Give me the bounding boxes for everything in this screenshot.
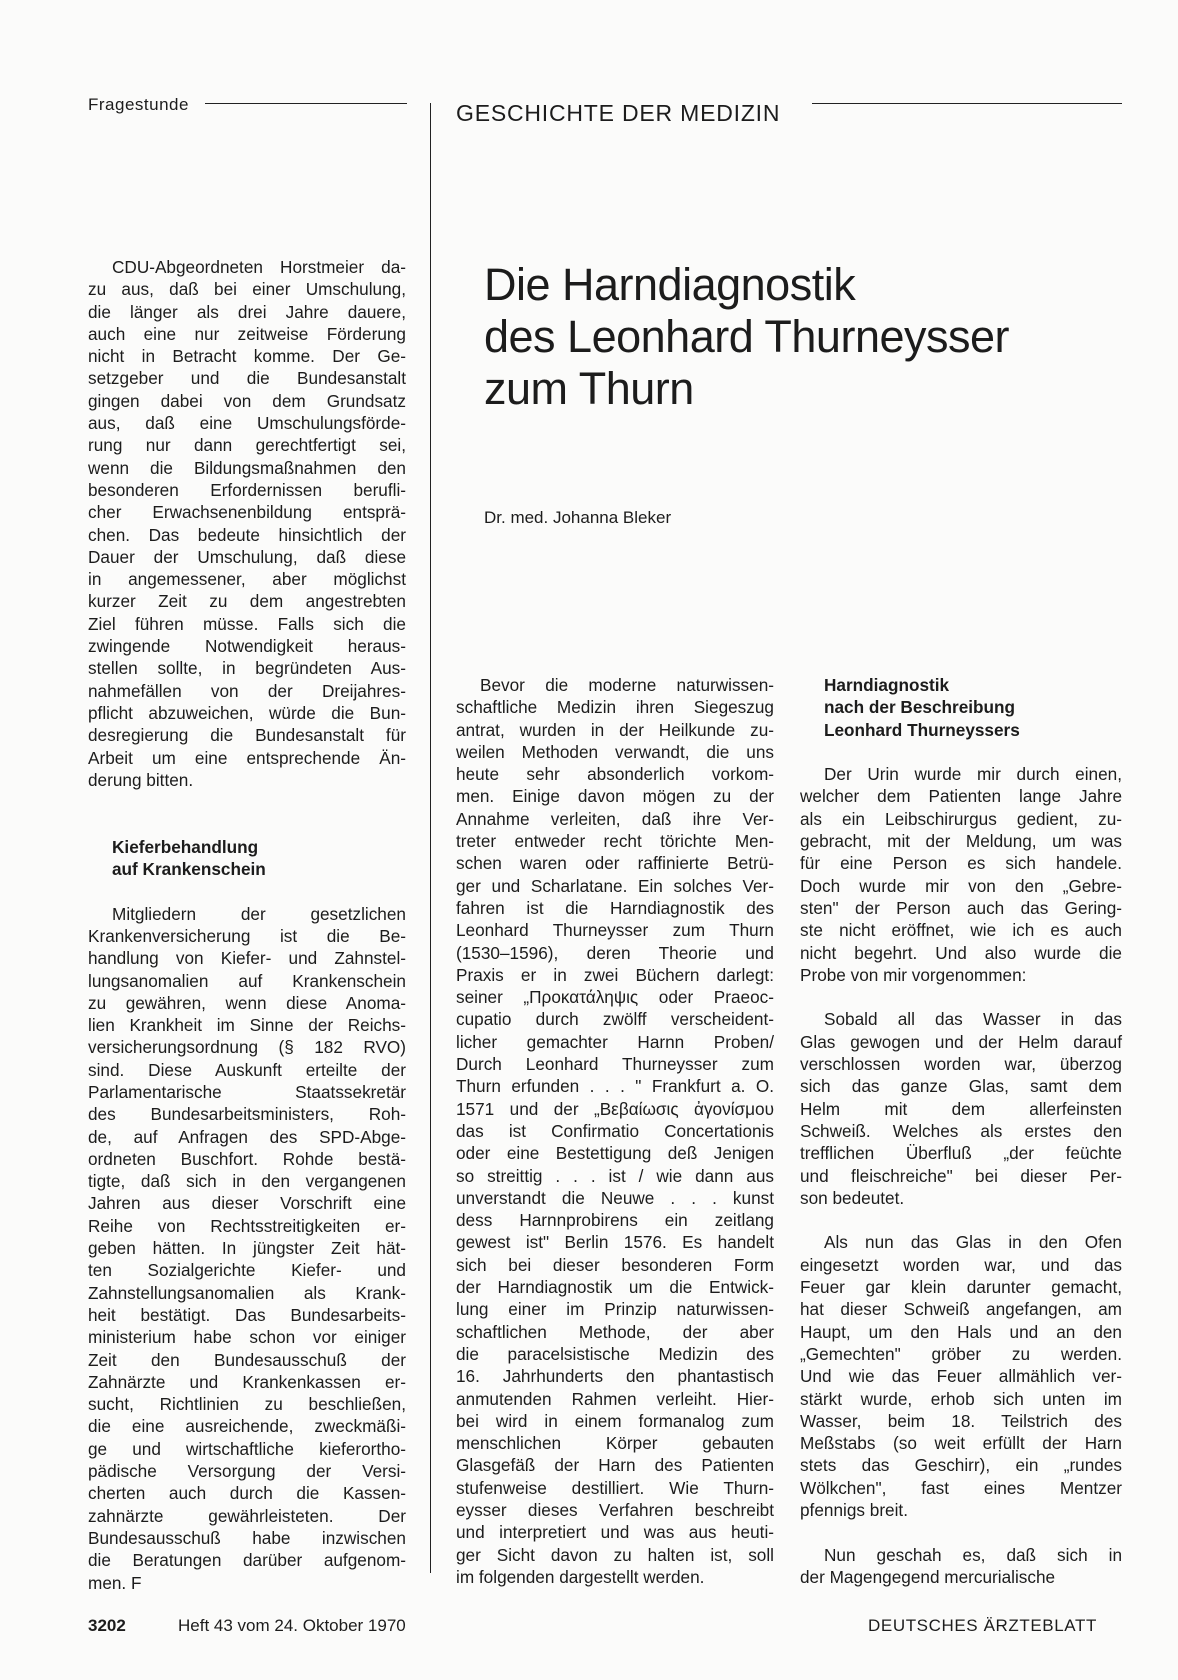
- text-line: desregierung die Bundesanstalt für: [88, 725, 406, 746]
- text-line: lungsanomalien auf Krankenschein: [88, 970, 406, 991]
- paragraph: [800, 1544, 1122, 1589]
- text-line: Sobald all das Wasser in das: [824, 1009, 1122, 1030]
- text-line: Bundesausschuß habe inzwischen: [88, 1527, 406, 1548]
- text-line: sich das ganze Glas, samt dem: [800, 1076, 1122, 1097]
- text-line: son bedeutet.: [800, 1187, 905, 1208]
- issue-info: Heft 43 vom 24. Oktober 1970: [178, 1616, 406, 1635]
- text-line: sucht, Richtlinien zu beschließen,: [88, 1394, 406, 1415]
- text-line: setzgeber und die Bundesanstalt: [88, 368, 406, 389]
- section-label-left: Fragestunde: [88, 95, 189, 114]
- header-rule-right: [812, 103, 1122, 104]
- text-line: Glas gewogen und der Helm darauf: [800, 1031, 1122, 1052]
- text-line: nicht in Betracht komme. Der Ge-: [88, 346, 406, 367]
- text-line: der Harndiagnostik um die Entwick-: [456, 1277, 774, 1298]
- text-line: in angemessener, aber möglichst: [88, 569, 406, 590]
- text-line: Zahnstellungsanomalien als Krank-: [88, 1282, 406, 1303]
- text-line: Schweiß. Welches als erstes den: [800, 1120, 1122, 1141]
- text-line: men. F: [88, 1572, 142, 1593]
- subheading-line: Kieferbehandlung: [112, 836, 259, 857]
- text-line: zwingende Notwendigkeit heraus-: [88, 636, 406, 657]
- text-line: auch eine nur zeitweise Förderung: [88, 323, 406, 344]
- text-line: derung bitten.: [88, 769, 194, 790]
- paragraph: [800, 1231, 1122, 1521]
- text-line: Zahnärzte und Krankenkassen er-: [88, 1371, 406, 1392]
- text-line: de, auf Anfragen des SPD-Abge-: [88, 1126, 406, 1147]
- text-line: schaftlichen Methode, der aber: [456, 1321, 774, 1342]
- text-line: chen. Das bedeute hinsichtlich der: [88, 524, 406, 545]
- text-line: Helm mit dem allerfeinsten: [800, 1098, 1122, 1119]
- text-line: (1530–1596), deren Theorie und: [456, 942, 774, 963]
- text-line: seiner „Προκατάληψις oder Praeoc-: [456, 987, 774, 1008]
- text-line: Feuer gar klein darunter gemacht,: [800, 1277, 1122, 1298]
- text-line: schen waren oder raffinierte Betrü-: [456, 853, 774, 874]
- text-line: als ein Leibschirurgus gedient, zu-: [800, 808, 1122, 829]
- text-line: eingesetzt worden war, und das: [800, 1254, 1122, 1275]
- text-line: ten Sozialgerichte Kiefer- und: [88, 1260, 406, 1281]
- text-line: sich bei dieser besonderen Form: [456, 1254, 774, 1275]
- text-line: men. Einige davon mögen zu der: [456, 786, 774, 807]
- text-line: licher gemachter Harnn Proben/: [456, 1031, 774, 1052]
- text-line: Praxis er in zwei Büchern darlegt:: [456, 964, 774, 985]
- text-line: menschlichen Körper gebauten: [456, 1433, 774, 1454]
- subheading: [800, 674, 1122, 741]
- column-divider: [430, 103, 431, 1573]
- subheading-line: nach der Beschreibung: [824, 697, 1016, 718]
- text-line: zu gewähren, wenn diese Anoma-: [88, 992, 406, 1013]
- text-line: verschlossen worden war, überzog: [800, 1054, 1122, 1075]
- text-line: trefflichen Überfluß „der feüchte: [800, 1143, 1122, 1164]
- text-line: tigte, daß sich in den vergangenen: [88, 1171, 406, 1192]
- text-line: Mitgliedern der gesetzlichen: [112, 903, 406, 924]
- text-line: dess Harnnprobirens ein zeitlang: [456, 1210, 774, 1231]
- text-line: unverstandt die Neuwe . . . kunst: [456, 1187, 774, 1208]
- text-line: so streittig . . . ist / wie dann aus: [456, 1165, 774, 1186]
- subheading-line: Harndiagnostik: [824, 675, 950, 695]
- text-line: Zeit den Bundesausschuß der: [88, 1349, 406, 1370]
- text-line: die Beratungen darüber aufgenom-: [88, 1550, 406, 1571]
- text-line: heute sehr absonderlich vorkom-: [456, 764, 774, 785]
- text-line: Nun geschah es, daß sich in: [824, 1544, 1122, 1565]
- paragraph: [800, 763, 1122, 986]
- text-line: versicherungsordnung (§ 182 RVO): [88, 1037, 406, 1058]
- text-line: zu aus, daß bei einer Umschulung,: [88, 279, 406, 300]
- paragraph: [800, 1008, 1122, 1209]
- text-line: anmutenden Rahmen verleiht. Hier-: [456, 1388, 774, 1409]
- text-line: eysser dieses Verfahren beschreibt: [456, 1499, 774, 1520]
- title-line: zum Thurn: [484, 363, 694, 414]
- text-line: cherten auch durch die Kassen-: [88, 1483, 406, 1504]
- text-line: stellen sollte, in begründeten Aus-: [88, 658, 406, 679]
- text-line: Meßstabs (so weit erfüllt der Harn: [800, 1433, 1122, 1454]
- text-line: Arbeit um eine entsprechende Än-: [88, 747, 406, 768]
- text-line: kurzer Zeit zu dem angestrebten: [88, 591, 406, 612]
- text-line: 16. Jahrhunderts den phantastisch: [456, 1366, 774, 1387]
- text-line: gebracht, mit der Meldung, um was: [800, 831, 1122, 852]
- text-line: hat dieser Schweiß angefangen, am: [800, 1299, 1122, 1320]
- text-line: ger und Scharlatane. Ein solches Ver-: [456, 875, 774, 896]
- title-line: des Leonhard Thurneysser: [484, 311, 1010, 362]
- paragraph: [88, 256, 406, 791]
- text-line: Krankenversicherung ist die Be-: [88, 925, 406, 946]
- text-line: gingen dabei von dem Grundsatz: [88, 390, 406, 411]
- text-line: pflicht abzuweichen, würde die Bun-: [88, 702, 406, 723]
- text-line: das ist Confirmatio Concertationis: [456, 1120, 774, 1141]
- text-line: 1571 und der „Βεβαίωσις ἀγονίσμου: [456, 1098, 774, 1119]
- text-line: des Bundesarbeitsministers, Roh-: [88, 1104, 406, 1125]
- text-line: Bevor die moderne naturwissen-: [480, 675, 774, 695]
- text-line: bei wird in einem formanalog zum: [456, 1410, 774, 1431]
- text-line: rung nur dann gerechtfertigt sei,: [88, 435, 406, 456]
- section-label-right: GESCHICHTE DER MEDIZIN: [456, 100, 781, 126]
- text-line: sind. Diese Auskunft erteilte der: [88, 1059, 406, 1080]
- text-line: ministerium habe schon vor einiger: [88, 1327, 406, 1348]
- text-line: lung einer im Prinzip naturwissen-: [456, 1299, 774, 1320]
- text-line: heit bestätigt. Das Bundesarbeits-: [88, 1304, 406, 1325]
- text-line: treter entweder recht törichte Men-: [456, 831, 774, 852]
- text-line: und fleischreiche" bei dieser Per-: [800, 1165, 1122, 1186]
- column-left: [88, 256, 406, 1594]
- text-line: Jahren aus dieser Vorschrift eine: [88, 1193, 406, 1214]
- text-line: Probe von mir vorgenommen:: [800, 964, 1027, 985]
- text-line: der Magengegend mercurialische: [800, 1566, 1056, 1587]
- paragraph: [88, 903, 406, 1594]
- text-line: Thurn erfunden . . . " Frankfurt a. O.: [456, 1076, 774, 1097]
- text-line: lien Krankheit im Sinne der Reichs-: [88, 1015, 406, 1036]
- text-line: welcher dem Patienten lange Jahre: [800, 786, 1122, 807]
- text-line: Als nun das Glas in den Ofen: [824, 1232, 1122, 1253]
- text-line: Glasgefäß der Harn des Patienten: [456, 1455, 774, 1476]
- text-line: Und wie das Feuer allmählich ver-: [800, 1366, 1122, 1387]
- text-line: für eine Person es sich handele.: [800, 853, 1122, 874]
- subheading: [88, 836, 406, 881]
- text-line: Haupt, um den Hals und an den: [800, 1321, 1122, 1342]
- text-line: schaftliche Medizin ihren Siegeszug: [456, 697, 774, 718]
- subheading-line: Leonhard Thurneyssers: [824, 719, 1020, 740]
- text-line: gewest ist" Berlin 1576. Es handelt: [456, 1232, 774, 1253]
- text-line: ge und wirtschaftliche kieferortho-: [88, 1438, 406, 1459]
- text-line: und interpretiert und was aus heuti-: [456, 1522, 774, 1543]
- text-line: cher Erwachsenenbildung entsprä-: [88, 502, 406, 523]
- text-line: Leonhard Thurneysser zum Thurn: [456, 920, 774, 941]
- journal-name: DEUTSCHES ÄRZTEBLATT: [868, 1616, 1097, 1635]
- text-line: ordneten Buschfort. Rohde bestä-: [88, 1148, 406, 1169]
- text-line: Reihe von Rechtsstreitigkeiten er-: [88, 1215, 406, 1236]
- text-line: Wasser, beim 18. Teilstrich des: [800, 1410, 1122, 1431]
- text-line: fahren ist die Harndiagnostik des: [456, 897, 774, 918]
- text-line: ste nicht eröffnet, wie ich es auch: [800, 920, 1122, 941]
- text-line: im folgenden dargestellt werden.: [456, 1566, 705, 1587]
- text-line: sten" der Person auch das Gering-: [800, 897, 1122, 918]
- text-line: stets das Geschirr), ein „rundes: [800, 1455, 1122, 1476]
- text-line: pädische Versorgung der Versi-: [88, 1461, 406, 1482]
- text-line: Der Urin wurde mir durch einen,: [824, 764, 1122, 785]
- text-line: aus, daß eine Umschulungsförde-: [88, 413, 406, 434]
- paragraph: [456, 674, 774, 1588]
- text-line: wenn die Bildungsmaßnahmen den: [88, 457, 406, 478]
- text-line: stärkt wurde, erhob sich unten im: [800, 1388, 1122, 1409]
- header-rule-left: [205, 103, 407, 104]
- column-right: [800, 674, 1122, 1588]
- text-line: Ziel führen müsse. Falls sich die: [88, 613, 406, 634]
- text-line: cupatio durch zwölff verscheident-: [456, 1009, 774, 1030]
- text-line: geben hätten. In jüngster Zeit hät-: [88, 1238, 406, 1259]
- text-line: Parlamentarische Staatssekretär: [88, 1081, 406, 1102]
- text-line: ger Sicht davon zu halten ist, soll: [456, 1544, 774, 1565]
- subheading-line: auf Krankenschein: [112, 859, 266, 880]
- page-number: 3202: [88, 1616, 126, 1635]
- text-line: oder eine Bestettigung deß Jenigen: [456, 1143, 774, 1164]
- text-line: antrat, wurden in der Heilkunde zu-: [456, 719, 774, 740]
- text-line: weilen Methoden verwandt, die uns: [456, 741, 774, 762]
- text-line: besonderen Erfordernissen berufli-: [88, 479, 406, 500]
- text-line: Annahme verleiten, daß ihre Ver-: [456, 808, 774, 829]
- text-line: handlung von Kiefer- und Zahnstel-: [88, 948, 406, 969]
- title-line: Die Harndiagnostik: [484, 259, 856, 310]
- text-line: die paracelsistische Medizin des: [456, 1343, 774, 1364]
- text-line: „Gemechten" gröber zu werden.: [800, 1343, 1122, 1364]
- text-line: die eine ausreichende, zweckmäßi-: [88, 1416, 406, 1437]
- text-line: nahmefällen von der Dreijahres-: [88, 680, 406, 701]
- text-line: die länger als drei Jahre dauere,: [88, 301, 406, 322]
- text-line: pfennigs breit.: [800, 1499, 908, 1520]
- text-line: stufenweise destilliert. Wie Thurn-: [456, 1477, 774, 1498]
- text-line: Dauer der Umschulung, daß diese: [88, 546, 406, 567]
- column-middle: [456, 674, 774, 1588]
- text-line: nicht begehrt. Und also wurde die: [800, 942, 1122, 963]
- article-author: Dr. med. Johanna Bleker: [484, 508, 672, 527]
- text-line: Wölkchen", fast eines Mentzer: [800, 1477, 1122, 1498]
- text-line: Doch wurde mir von den „Gebre-: [800, 875, 1122, 896]
- text-line: CDU-Abgeordneten Horstmeier da-: [112, 257, 406, 277]
- article-title: [484, 259, 1009, 415]
- text-line: Durch Leonhard Thurneysser zum: [456, 1054, 774, 1075]
- text-line: zahnärzte gewährleisteten. Der: [88, 1505, 406, 1526]
